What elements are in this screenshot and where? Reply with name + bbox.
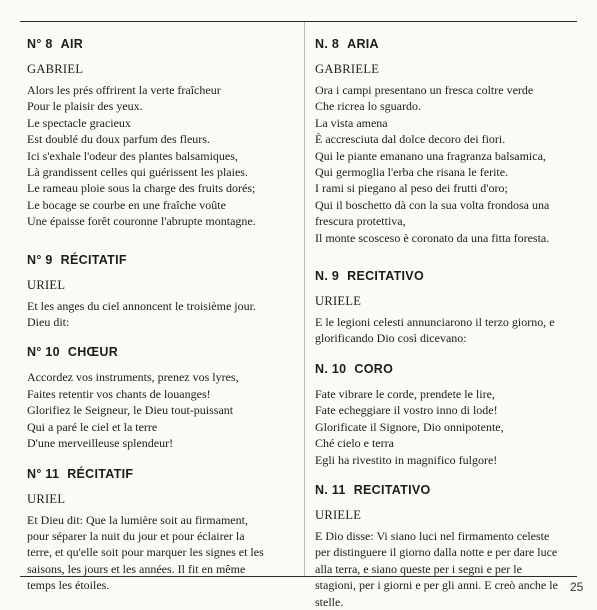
- section-number: N° 11: [27, 466, 60, 481]
- section-heading: [27, 36, 297, 52]
- section-number: N. 8: [315, 37, 340, 51]
- section-11: [315, 482, 585, 610]
- text-line: Le bocage se courbe en une fraîche voûte: [27, 197, 226, 212]
- text-line: Qui a paré le ciel et la terre: [27, 419, 158, 434]
- text-line: Et Dieu dit: Que la lumière soit au firmament,: [27, 512, 248, 527]
- text-line: terre, et qu'elle soit pour marquer les signes et les: [27, 545, 264, 560]
- section-title: CORO: [354, 361, 394, 376]
- section-title: RECITATIVO: [353, 482, 431, 497]
- text-line: La vista amena: [315, 115, 388, 130]
- text-line: Fate echeggiare il vostro inno di lode!: [315, 403, 498, 418]
- text-line: Faites retentir vos chants de louanges!: [27, 386, 211, 401]
- text-line: Il monte scosceso è coronato da una fitta foresta.: [315, 230, 550, 245]
- speaker-name: GABRIEL: [27, 62, 84, 76]
- section-heading: [315, 268, 585, 284]
- section-title: CHŒUR: [67, 345, 119, 360]
- section-10: [315, 361, 585, 468]
- text-line: Ici s'exhale l'odeur des plantes balsamiques,: [27, 148, 238, 163]
- column-divider: [304, 22, 305, 576]
- text-line: Qui le piante emanano una fragranza balsamica,: [315, 148, 546, 163]
- text-line: Che ricrea lo sguardo.: [315, 99, 421, 114]
- text-line: E Dio disse: Vi siano luci nel firmamento celeste: [315, 528, 550, 543]
- text-line: Le rameau ploie sous la charge des fruits dorés;: [27, 181, 256, 196]
- text-line: I rami si piegano al peso dei frutti d'oro;: [315, 181, 508, 196]
- section-heading: [27, 344, 297, 360]
- section-11: [27, 466, 297, 594]
- speaker-name: GABRIELE: [315, 62, 380, 76]
- speaker-name: URIEL: [27, 491, 66, 506]
- text-line: Qui il boschetto dà con la sua volta frondosa una: [315, 197, 550, 212]
- page-number: 25: [570, 580, 584, 594]
- text-line: stelle.: [315, 594, 344, 609]
- section-number: N. 10: [315, 361, 347, 376]
- text-line: stagioni, per i giorni e per gli anni. E creò anche le: [315, 578, 558, 593]
- section-title: RÉCITATIF: [67, 466, 134, 481]
- speaker-name: URIEL: [27, 277, 66, 292]
- speaker-name: URIELE: [315, 294, 362, 309]
- text-line: frescura protettiva,: [315, 214, 406, 229]
- section-heading: [315, 36, 585, 52]
- text-line: pour séparer la nuit du jour et pour éclairer la: [27, 528, 245, 543]
- text-line: Et les anges du ciel annoncent le troisième jour.: [27, 298, 256, 313]
- text-line: Le spectacle gracieux: [27, 115, 131, 130]
- text-line: Est doublé du doux parfum des fleurs.: [27, 132, 210, 147]
- speaker-name: URIELE: [315, 507, 362, 522]
- text-line: Ché cielo e terra: [315, 436, 394, 451]
- text-line: alla terra, e siano queste per i segni e per le: [315, 561, 522, 576]
- text-line: E le legioni celesti annunciarono il terzo giorno, e: [315, 315, 555, 330]
- text-line: Dieu dit:: [27, 315, 70, 330]
- text-line: Une épaisse forêt couronne l'abrupte montagne.: [27, 214, 256, 229]
- section-title: RÉCITATIF: [60, 252, 127, 267]
- text-line: È accresciuta dal dolce decoro dei fiori.: [315, 132, 506, 147]
- text-line: Glorificate il Signore, Dio onnipotente,: [315, 419, 504, 434]
- section-heading: [27, 252, 297, 268]
- section-heading: [315, 482, 585, 498]
- top-rule: [20, 21, 577, 22]
- text-line: Là grandissent celles qui guérissent les plaies.: [27, 165, 248, 180]
- text-line: Glorifiez le Seigneur, le Dieu tout-puissant: [27, 403, 234, 418]
- section-title: ARIA: [347, 37, 379, 51]
- text-line: Ora i campi presentano un fresca coltre verde: [315, 83, 534, 97]
- section-10: [27, 344, 297, 451]
- section-heading: [27, 466, 297, 482]
- section-number: N° 9: [27, 252, 53, 267]
- text-line: Alors les prés offrirent la verte fraîcheur: [27, 83, 221, 97]
- section-title: RECITATIVO: [347, 269, 424, 284]
- french-column: [27, 36, 297, 594]
- text-line: Accordez vos instruments, prenez vos lyres,: [27, 370, 239, 385]
- section-number: N. 9: [315, 269, 340, 284]
- section-8: [27, 36, 297, 230]
- section-number: N° 10: [27, 345, 60, 360]
- section-8: [315, 36, 585, 246]
- text-line: Fate vibrare le corde, prendete le lire,: [315, 386, 495, 401]
- text-line: per distinguere il giorno dalla notte e per dare luce: [315, 545, 558, 560]
- section-number: N. 11: [315, 482, 346, 497]
- bottom-rule: [20, 576, 577, 577]
- text-line: glorificando Dio così dicevano:: [315, 331, 467, 346]
- text-line: Pour le plaisir des yeux.: [27, 99, 143, 114]
- text-line: saisons, les jours et les années. Il fit en même: [27, 561, 246, 576]
- text-line: temps les étoiles.: [27, 578, 110, 593]
- section-9: [27, 252, 297, 331]
- text-line: Qui germoglia l'erba che risana le ferite.: [315, 165, 509, 180]
- text-line: Egli ha rivestito in magnifico fulgore!: [315, 452, 498, 467]
- section-number: N° 8: [27, 37, 53, 51]
- text-line: D'une merveilleuse splendeur!: [27, 436, 174, 451]
- section-heading: [315, 361, 585, 377]
- italian-column: [315, 36, 585, 610]
- section-title: AIR: [60, 37, 84, 51]
- section-9: [315, 268, 585, 347]
